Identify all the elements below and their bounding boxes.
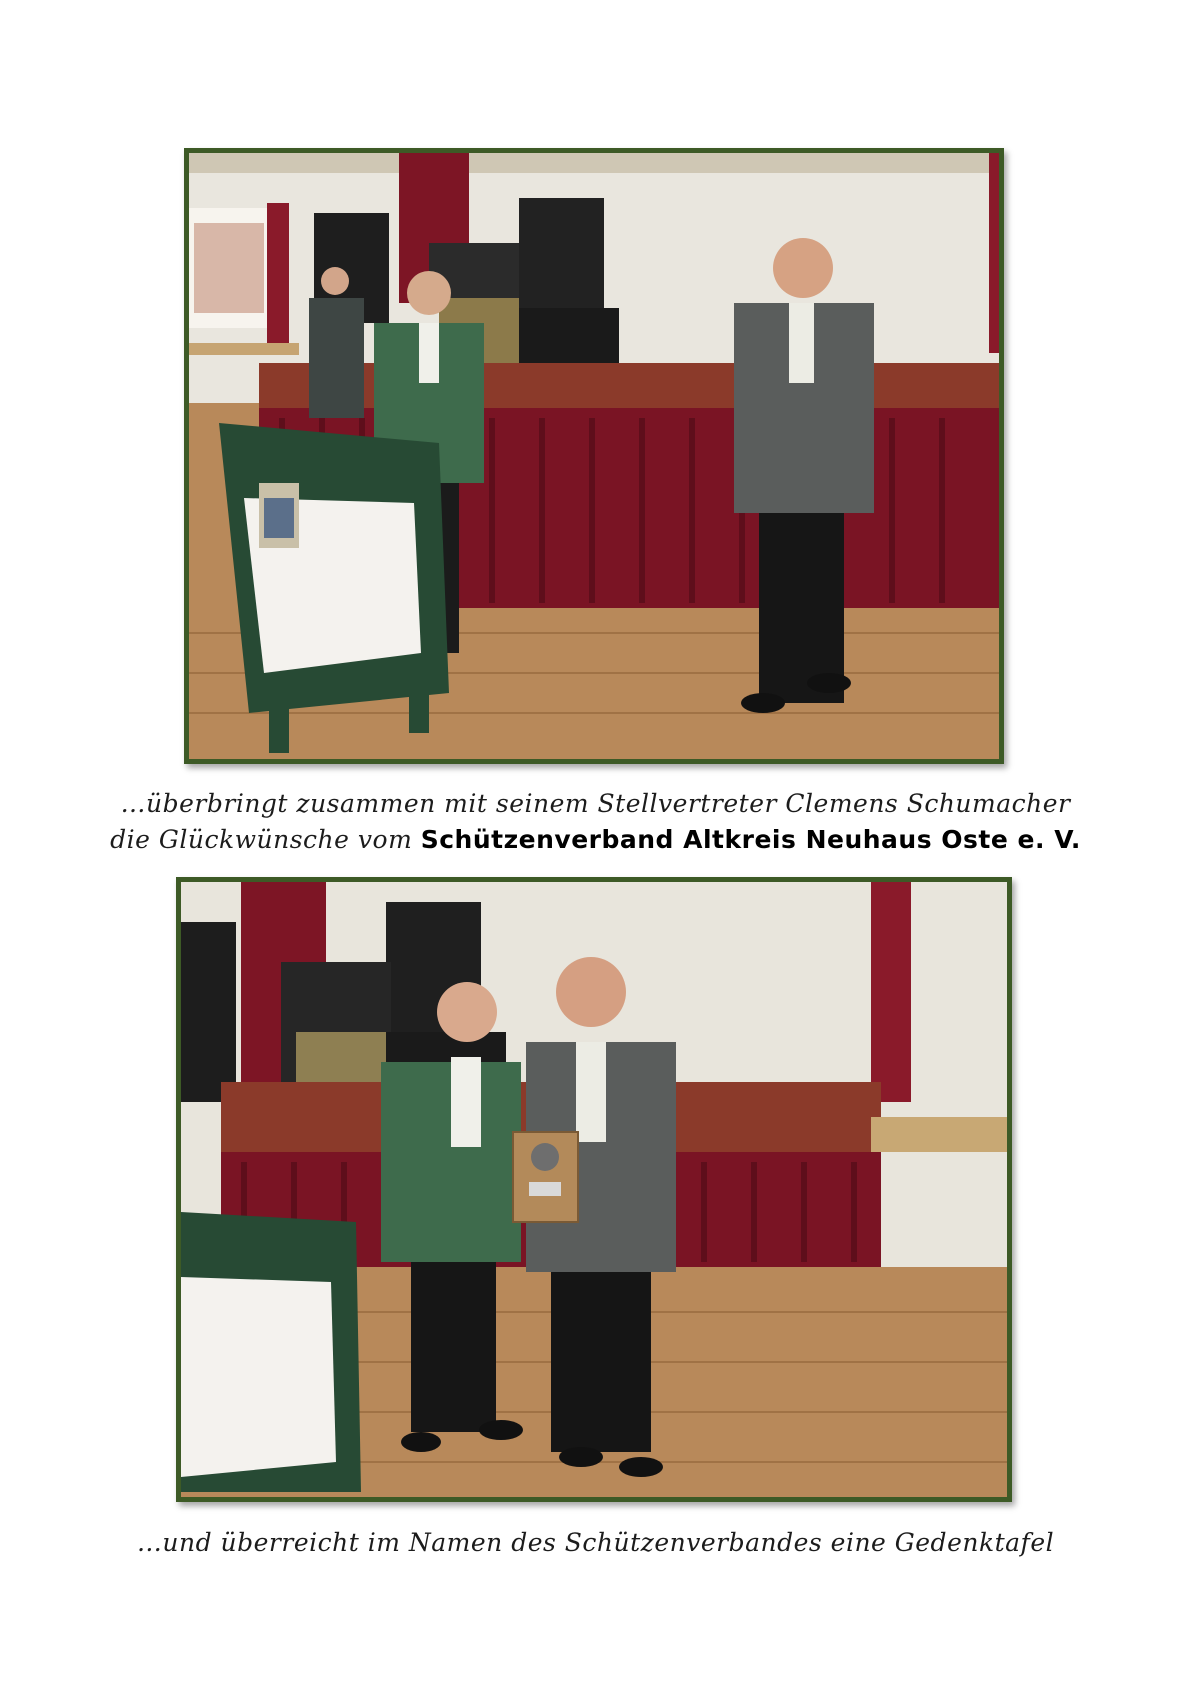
photo-1-image <box>189 153 999 759</box>
caption-1-line-2 <box>0 822 1191 858</box>
caption-1-line-2-suffix: e. V. <box>1008 825 1081 854</box>
caption-2-text: …und überreicht im Namen des Schützenverbandes eine Gedenktafel <box>136 1528 1055 1557</box>
caption-1-line-2-prefix: die Glückwünsche vom <box>110 825 421 854</box>
caption-2 <box>0 1525 1191 1561</box>
photo-2-image <box>181 882 1007 1497</box>
caption-1-line-1: …überbringt zusammen mit seinem Stellvertreter Clemens Schumacher <box>120 789 1071 818</box>
photo-speech-at-lectern <box>184 148 1004 764</box>
association-name: Schützenverband Altkreis Neuhaus Oste <box>420 825 1009 854</box>
photo-plaque-handover <box>176 877 1012 1502</box>
caption-1 <box>0 786 1191 858</box>
